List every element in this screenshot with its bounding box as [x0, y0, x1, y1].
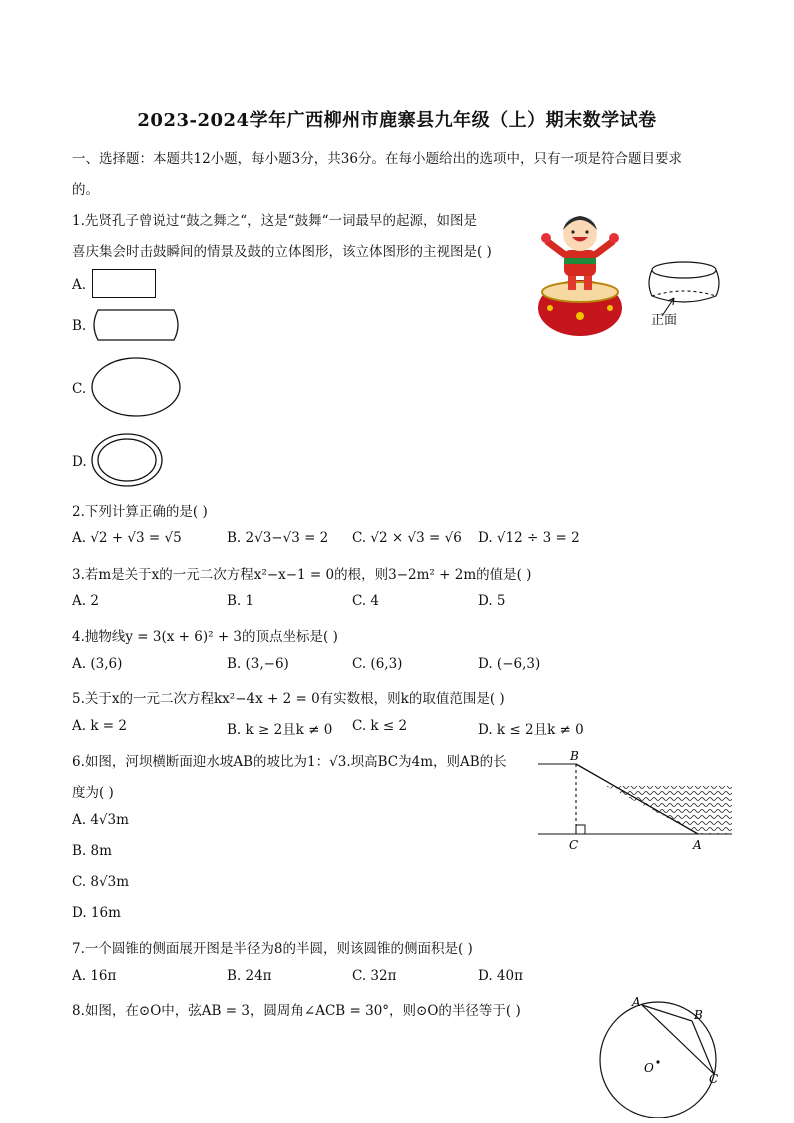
q6-option-d[interactable]: D. 16m [72, 905, 121, 921]
q1-option-b-barrel-shape [90, 308, 182, 342]
q1-option-c-ellipse [90, 356, 184, 418]
q3-stem: 3.若m是关于x的一元二次方程x²−x−1 = 0的根，则3−2m² + 2m的值是( ) [72, 567, 532, 583]
q2-option-a[interactable]: A. √2 + √3 = √5 [72, 530, 182, 546]
q8-label-c: C [709, 1072, 719, 1086]
q5-option-b[interactable]: B. k ≥ 2且k ≠ 0 [227, 722, 333, 738]
q6-option-c[interactable]: C. 8√3m [72, 874, 130, 890]
q5-stem: 5.关于x的一元二次方程kx²−4x + 2 = 0有实数根，则k的取值范围是( ) [72, 691, 505, 707]
q2-stem: 2.下列计算正确的是( ) [72, 504, 208, 520]
q1-option-c-label[interactable]: C. [72, 381, 87, 397]
q3-option-c[interactable]: C. 4 [352, 593, 380, 609]
q1-option-a-rectangle [92, 269, 156, 298]
q8-circle-figure [596, 992, 730, 1118]
q6-option-b[interactable]: B. 8m [72, 843, 112, 859]
section-heading-line1: 一、选择题：本题共12小题，每小题3分，共36分。在每小题给出的选项中，只有一项是符合题目要求 [72, 151, 682, 167]
q5-option-d[interactable]: D. k ≤ 2且k ≠ 0 [478, 722, 584, 738]
q2-option-b[interactable]: B. 2√3−√3 = 2 [227, 530, 329, 546]
q8-stem: 8.如图，在⊙O中，弦AB = 3，圆周角∠ACB = 30°，则⊙O的半径等于( ) [72, 1003, 521, 1019]
q7-option-b[interactable]: B. 24π [227, 968, 272, 984]
q7-option-c[interactable]: C. 32π [352, 968, 397, 984]
q4-option-c[interactable]: C. (6,3) [352, 656, 403, 672]
q1-option-d-double-ellipse [90, 432, 164, 488]
q6-dam-cross-section-figure [532, 748, 742, 854]
q4-option-b[interactable]: B. (3,−6) [227, 656, 289, 672]
page-title: 2023-2024学年广西柳州市鹿寨县九年级（上）期末数学试卷 [137, 110, 657, 131]
q6-stem-line1: 6.如图，河坝横断面迎水坡AB的坡比为1：√3.坝高BC为4m，则AB的长 [72, 754, 507, 770]
q1-option-b-label[interactable]: B. [72, 318, 87, 334]
q1-option-d-label[interactable]: D. [72, 454, 87, 470]
drummer-illustration [528, 208, 632, 338]
q4-option-d[interactable]: D. (−6,3) [478, 656, 541, 672]
q8-label-o: O [644, 1061, 654, 1075]
q6-label-b: B [570, 749, 579, 763]
front-view-label: 正面 [651, 313, 678, 328]
q1-stem-line1: 1.先贤孔子曾说过“鼓之舞之“，这是“鼓舞“一词最早的起源，如图是 [72, 213, 477, 229]
q6-option-a[interactable]: A. 4√3m [72, 812, 129, 828]
q8-label-a: A [632, 995, 641, 1009]
q7-option-a[interactable]: A. 16π [72, 968, 117, 984]
q6-label-a: A [693, 838, 702, 852]
q8-label-b: B [694, 1008, 703, 1022]
q3-option-d[interactable]: D. 5 [478, 593, 506, 609]
q2-option-d[interactable]: D. √12 ÷ 3 = 2 [478, 530, 580, 546]
q3-option-a[interactable]: A. 2 [72, 593, 99, 609]
q5-option-c[interactable]: C. k ≤ 2 [352, 718, 408, 734]
q1-option-a-label[interactable]: A. [72, 277, 87, 293]
section-heading-line2: 的。 [72, 182, 99, 198]
q6-label-c: C [569, 838, 579, 852]
q7-option-d[interactable]: D. 40π [478, 968, 523, 984]
q4-stem: 4.抛物线y = 3(x + 6)² + 3的顶点坐标是( ) [72, 629, 338, 645]
q7-stem: 7.一个圆锥的侧面展开图是半径为8的半圆，则该圆锥的侧面积是( ) [72, 941, 473, 957]
q5-option-a[interactable]: A. k = 2 [72, 718, 127, 734]
q4-option-a[interactable]: A. (3,6) [72, 656, 123, 672]
q6-stem-line2: 度为( ) [72, 785, 114, 801]
q1-stem-line2: 喜庆集会时击鼓瞬间的情景及鼓的立体图形，该立体图形的主视图是( ) [72, 244, 492, 260]
q2-option-c[interactable]: C. √2 × √3 = √6 [352, 530, 462, 546]
q3-option-b[interactable]: B. 1 [227, 593, 255, 609]
